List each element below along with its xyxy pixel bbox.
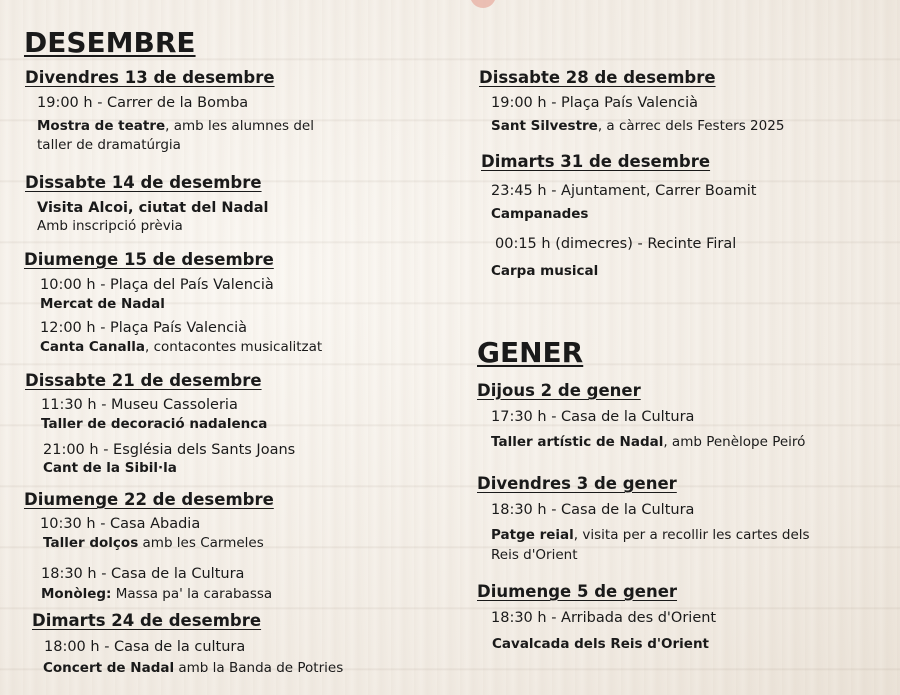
- event-title: Cant de la Sibil·la: [43, 460, 177, 476]
- event-time: 18:30 h - Arribada des d'Orient: [491, 610, 717, 626]
- event-detail: amb les Carmeles: [138, 535, 264, 551]
- day-heading: Dijous 2 de gener: [477, 381, 641, 400]
- event-time: 19:00 h - Carrer de la Bomba: [37, 95, 249, 111]
- event-time: 23:45 h - Ajuntament, Carrer Boamit: [491, 183, 757, 199]
- event-detail-line: Reis d'Orient: [491, 547, 578, 563]
- event-description: [43, 535, 264, 551]
- event-detail: Massa pa' la carabassa: [111, 586, 273, 602]
- day-heading: Dissabte 14 de desembre: [25, 173, 262, 192]
- event-time: 11:30 h - Museu Cassoleria: [41, 397, 238, 413]
- month-title-january: GENER: [477, 336, 584, 369]
- event-title: Taller de decoració nadalenca: [41, 416, 268, 432]
- event-title: Mercat de Nadal: [40, 296, 165, 312]
- event-detail: , a càrrec dels Festers 2025: [597, 118, 785, 134]
- month-title-december: DESEMBRE: [24, 26, 196, 59]
- event-title: Mostra de teatre: [37, 118, 166, 134]
- event-time: 00:15 h (dimecres) - Recinte Firal: [495, 236, 737, 252]
- event-detail: amb la Banda de Potries: [174, 660, 344, 676]
- event-time: 19:00 h - Plaça País Valencià: [491, 95, 699, 111]
- event-detail: , contacontes musicalitzat: [145, 339, 323, 355]
- event-detail-line: taller de dramatúrgia: [37, 137, 181, 153]
- event-description: [492, 636, 709, 652]
- day-heading: Dissabte 21 de desembre: [25, 371, 262, 390]
- event-title: Sant Silvestre: [491, 118, 598, 134]
- day-heading: Divendres 3 de gener: [477, 474, 677, 493]
- event-description: [491, 527, 810, 543]
- event-time: 10:30 h - Casa Abadia: [40, 516, 201, 532]
- event-title: Carpa musical: [491, 263, 599, 279]
- event-description: [40, 339, 322, 355]
- event-title: Patge reial: [491, 527, 574, 543]
- event-description: [43, 660, 343, 676]
- event-time: 18:30 h - Casa de la Cultura: [41, 566, 245, 582]
- event-description: [41, 416, 267, 432]
- day-heading: Diumenge 15 de desembre: [24, 250, 274, 269]
- event-title: Campanades: [491, 206, 589, 222]
- event-time: 21:00 h - Església dels Sants Joans: [43, 442, 296, 458]
- event-time: 17:30 h - Casa de la Cultura: [491, 409, 695, 425]
- event-time: 10:00 h - Plaça del País Valencià: [40, 277, 274, 293]
- event-description: [41, 586, 272, 602]
- event-title: Canta Canalla: [40, 339, 145, 355]
- event-title: Taller dolços: [43, 535, 139, 551]
- event-description: [491, 263, 598, 279]
- day-heading: Diumenge 22 de desembre: [24, 490, 274, 509]
- event-time: 18:30 h - Casa de la Cultura: [491, 502, 695, 518]
- event-detail: , amb les alumnes del: [165, 118, 314, 134]
- decorative-ornament: [470, 0, 496, 8]
- event-title: Monòleg:: [41, 586, 112, 602]
- event-title: Visita Alcoi, ciutat del Nadal: [37, 200, 269, 216]
- event-title: Concert de Nadal: [43, 660, 175, 676]
- event-title: Taller artístic de Nadal: [491, 434, 664, 450]
- event-time: 12:00 h - Plaça País Valencià: [40, 320, 248, 336]
- event-time: 18:00 h - Casa de la cultura: [44, 639, 246, 655]
- event-description: [40, 296, 165, 312]
- event-description: [491, 434, 805, 450]
- day-heading: Dimarts 24 de desembre: [32, 611, 262, 630]
- day-heading: Dimarts 31 de desembre: [481, 152, 711, 171]
- event-description: [37, 118, 314, 134]
- event-description: [37, 200, 268, 216]
- event-detail: , amb Penèlope Peiró: [663, 434, 806, 450]
- event-detail: , visita per a recollir les cartes dels: [573, 527, 810, 543]
- event-title: Cavalcada dels Reis d'Orient: [492, 636, 710, 652]
- day-heading: Diumenge 5 de gener: [477, 582, 678, 601]
- event-description: [491, 206, 588, 222]
- event-description: [491, 118, 784, 134]
- day-heading: Divendres 13 de desembre: [25, 68, 275, 87]
- day-heading: Dissabte 28 de desembre: [479, 68, 716, 87]
- event-description: [43, 460, 177, 476]
- event-detail-line: Amb inscripció prèvia: [37, 218, 183, 234]
